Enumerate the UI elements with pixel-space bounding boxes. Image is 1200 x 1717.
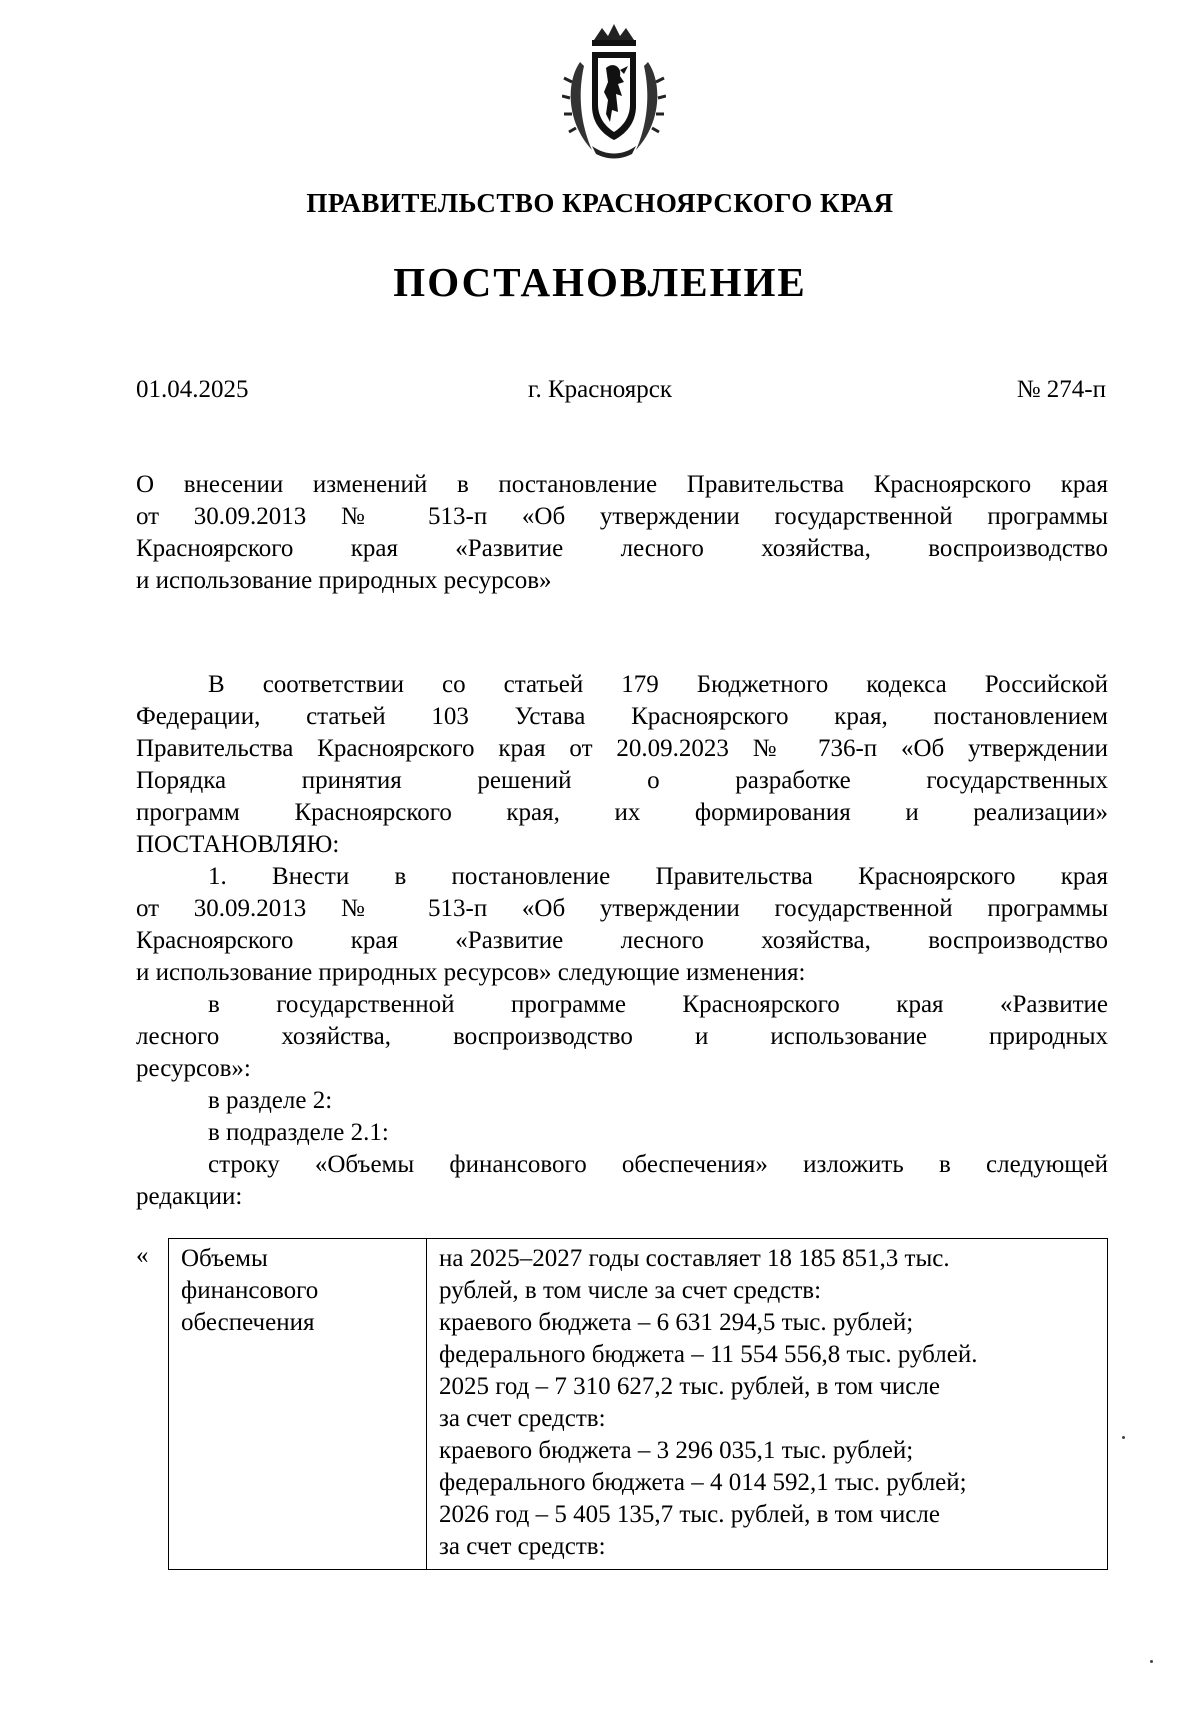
decree-word: ПОСТАНОВЛЯЮ: [136, 831, 340, 858]
body-line: Федерации, статьей 103 Устава Красноярского края, постановлением [136, 703, 1108, 730]
label-line: финансового [181, 1277, 319, 1304]
label-line: Объемы [181, 1245, 268, 1272]
value-line: рублей, в том числе за счет средств: [439, 1277, 822, 1304]
financing-value-cell [427, 1239, 1107, 1573]
body-line: лесного хозяйства, воспроизводство и использование природных [136, 1023, 1108, 1050]
body-line: в разделе 2: [208, 1087, 333, 1114]
value-line: краевого бюджета – 3 296 035,1 тыс. рублей; [439, 1437, 914, 1464]
body-line: Правительства Красноярского края от 20.09.2023 № 736-п «Об утверждении [136, 735, 1108, 762]
document-title [136, 469, 1108, 597]
value-line: федерального бюджета – 11 554 556,8 тыс. рублей. [439, 1341, 978, 1368]
value-line: 2026 год – 5 405 135,7 тыс. рублей, в том числе [439, 1501, 940, 1528]
coat-of-arms-icon [562, 22, 666, 162]
body-line: программ Красноярского края, их формирования и реализации» [136, 799, 1108, 826]
body-line: 1. Внести в постановление Правительства Красноярского края [208, 863, 1108, 890]
financing-label-cell [169, 1239, 427, 1569]
scan-speck [1122, 1436, 1125, 1439]
document-number: № 274-п [1016, 376, 1106, 403]
document-type-heading: ПОСТАНОВЛЕНИЕ [393, 259, 807, 305]
body-line: и использование природных ресурсов» следующие изменения: [136, 959, 806, 986]
scan-speck [1150, 1660, 1153, 1663]
body-line: Порядка принятия решений о разработке государственных [136, 767, 1108, 794]
body-line: В соответствии со статьей 179 Бюджетного кодекса Российской [208, 671, 1108, 698]
value-line: 2025 год – 7 310 627,2 тыс. рублей, в том числе [439, 1373, 940, 1400]
body-line: в подразделе 2.1: [208, 1119, 389, 1146]
document-body [136, 669, 1108, 1213]
financing-table [168, 1238, 1108, 1570]
document-date: 01.04.2025 [136, 376, 249, 403]
body-line: редакции: [136, 1183, 243, 1210]
organization-heading: ПРАВИТЕЛЬСТВО КРАСНОЯРСКОГО КРАЯ [306, 188, 894, 218]
table-quote-mark: « [136, 1242, 149, 1269]
document-city: г. Красноярск [528, 376, 672, 403]
value-line: на 2025–2027 годы составляет 18 185 851,3 тыс. [439, 1245, 950, 1272]
value-line: краевого бюджета – 6 631 294,5 тыс. рублей; [439, 1309, 914, 1336]
title-line: О внесении изменений в постановление Правительства Красноярского края [136, 471, 1108, 498]
title-line: от 30.09.2013 № 513-п «Об утверждении государственной программы [136, 503, 1108, 530]
body-line: в государственной программе Красноярского края «Развитие [208, 991, 1108, 1018]
body-line: от 30.09.2013 № 513-п «Об утверждении государственной программы [136, 895, 1108, 922]
value-line: за счет средств: [439, 1405, 606, 1432]
label-line: обеспечения [181, 1309, 315, 1336]
value-line: за счет средств: [439, 1533, 606, 1560]
body-line: строку «Объемы финансового обеспечения» изложить в следующей [208, 1151, 1108, 1178]
body-line: Красноярского края «Развитие лесного хозяйства, воспроизводство [136, 927, 1108, 954]
value-line: федерального бюджета – 4 014 592,1 тыс. рублей; [439, 1469, 967, 1496]
body-line: ресурсов»: [136, 1055, 251, 1082]
title-line: и использование природных ресурсов» [136, 567, 552, 594]
title-line: Красноярского края «Развитие лесного хозяйства, воспроизводство [136, 535, 1108, 562]
